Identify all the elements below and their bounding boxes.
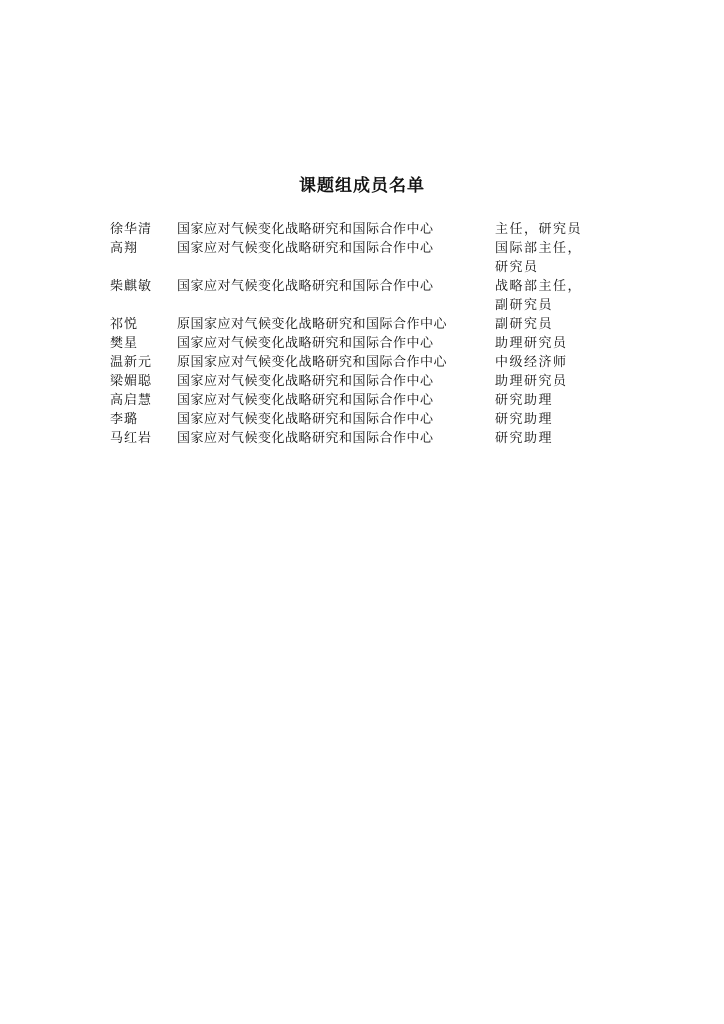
member-organization: 国家应对气候变化战略研究和国际合作中心 bbox=[177, 431, 434, 446]
member-role-line: 研究助理 bbox=[495, 393, 554, 408]
member-role bbox=[495, 429, 591, 448]
member-organization: 原国家应对气候变化战略研究和国际合作中心 bbox=[177, 317, 448, 332]
member-name: 高启慧 bbox=[110, 393, 153, 408]
member-row bbox=[110, 315, 610, 334]
member-organization: 国家应对气候变化战略研究和国际合作中心 bbox=[177, 222, 434, 237]
member-row bbox=[110, 277, 610, 315]
member-role-line: 副研究员 bbox=[495, 298, 554, 313]
member-role-line: 研究助理 bbox=[495, 431, 554, 446]
member-role bbox=[495, 315, 591, 334]
member-role bbox=[495, 334, 591, 353]
member-organization: 国家应对气候变化战略研究和国际合作中心 bbox=[177, 279, 434, 294]
member-role bbox=[495, 220, 591, 239]
member-role-line: 主任，研究员 bbox=[495, 222, 583, 237]
member-name: 樊星 bbox=[110, 336, 139, 351]
member-row bbox=[110, 372, 610, 391]
member-row bbox=[110, 391, 610, 410]
member-organization: 国家应对气候变化战略研究和国际合作中心 bbox=[177, 336, 434, 351]
member-role-line: 国际部主任， bbox=[495, 241, 583, 256]
member-name: 马红岩 bbox=[110, 431, 153, 446]
member-row bbox=[110, 239, 610, 277]
member-role bbox=[495, 277, 591, 315]
member-row bbox=[110, 353, 610, 372]
member-role-line: 助理研究员 bbox=[495, 374, 568, 389]
member-organization: 原国家应对气候变化战略研究和国际合作中心 bbox=[177, 355, 448, 370]
member-role-line: 中级经济师 bbox=[495, 355, 568, 370]
member-role bbox=[495, 410, 591, 429]
page-title: 课题组成员名单 bbox=[299, 176, 425, 196]
member-role bbox=[495, 391, 591, 410]
member-role-line: 战略部主任， bbox=[495, 279, 583, 294]
member-name: 祁悦 bbox=[110, 317, 139, 332]
member-organization: 国家应对气候变化战略研究和国际合作中心 bbox=[177, 374, 434, 389]
member-role-line: 研究助理 bbox=[495, 412, 554, 427]
member-name: 李璐 bbox=[110, 412, 139, 427]
member-name: 梁媚聪 bbox=[110, 374, 153, 389]
member-row bbox=[110, 220, 610, 239]
member-role bbox=[495, 239, 591, 277]
member-organization: 国家应对气候变化战略研究和国际合作中心 bbox=[177, 241, 434, 256]
member-name: 高翔 bbox=[110, 241, 139, 256]
member-role-line: 副研究员 bbox=[495, 317, 554, 332]
member-role-line: 助理研究员 bbox=[495, 336, 568, 351]
member-organization: 国家应对气候变化战略研究和国际合作中心 bbox=[177, 393, 434, 408]
member-organization: 国家应对气候变化战略研究和国际合作中心 bbox=[177, 412, 434, 427]
member-name: 徐华清 bbox=[110, 222, 153, 237]
member-name: 温新元 bbox=[110, 355, 153, 370]
member-role bbox=[495, 353, 591, 372]
member-role-line: 研究员 bbox=[495, 260, 539, 275]
member-row bbox=[110, 410, 610, 429]
member-name: 柴麒敏 bbox=[110, 279, 153, 294]
member-row bbox=[110, 429, 610, 448]
member-role bbox=[495, 372, 591, 391]
member-list bbox=[110, 220, 610, 448]
member-row bbox=[110, 334, 610, 353]
